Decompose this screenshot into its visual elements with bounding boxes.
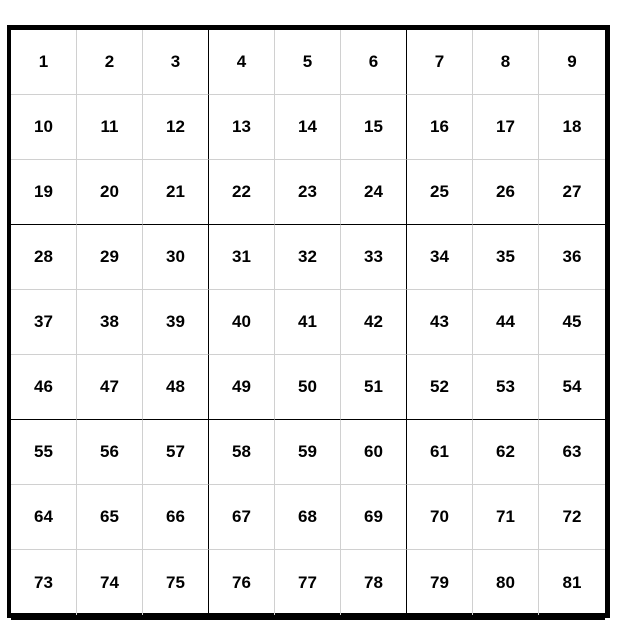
grid-cell-r9c1[interactable]: 73 xyxy=(11,550,77,615)
grid-cell-r4c6[interactable]: 33 xyxy=(341,225,407,290)
grid-cell-r2c8[interactable]: 17 xyxy=(473,95,539,160)
board-grid xyxy=(11,30,605,620)
grid-cell-r1c2[interactable]: 2 xyxy=(77,30,143,95)
grid-cell-r6c7[interactable]: 52 xyxy=(407,355,473,420)
grid-cell-r8c3[interactable]: 66 xyxy=(143,485,209,550)
grid-cell-r2c7[interactable]: 16 xyxy=(407,95,473,160)
grid-cell-r8c6[interactable]: 69 xyxy=(341,485,407,550)
grid-cell-r9c9[interactable]: 81 xyxy=(562,572,582,592)
grid-cell-r7c9[interactable]: 63 xyxy=(539,420,605,485)
grid-cell-r6c1[interactable]: 46 xyxy=(11,355,77,420)
grid-cell-r8c2[interactable]: 65 xyxy=(77,485,143,550)
grid-cell-r3c3[interactable]: 21 xyxy=(143,160,209,225)
grid-cell-r9c2[interactable]: 74 xyxy=(77,550,143,615)
grid-cell-r7c8[interactable]: 62 xyxy=(473,420,539,485)
grid-cell-r2c9[interactable]: 18 xyxy=(539,95,605,160)
sudoku-board xyxy=(7,25,610,618)
grid-cell-r6c5[interactable]: 50 xyxy=(275,355,341,420)
grid-cell-r5c2[interactable]: 38 xyxy=(77,290,143,355)
grid-cell-r2c3[interactable]: 12 xyxy=(143,95,209,160)
grid-cell-r3c9[interactable]: 27 xyxy=(539,160,605,225)
grid-cell-r9c3[interactable]: 75 xyxy=(143,550,209,615)
grid-cell-r2c4[interactable]: 13 xyxy=(209,95,275,160)
grid-cell-r7c6[interactable]: 60 xyxy=(341,420,407,485)
grid-cell-r5c4[interactable]: 40 xyxy=(209,290,275,355)
grid-cell-r7c5[interactable]: 59 xyxy=(275,420,341,485)
grid-cell-r1c5[interactable]: 5 xyxy=(275,30,341,95)
grid-cell-r9c8[interactable]: 80 xyxy=(473,550,539,615)
grid-cell-r6c6[interactable]: 51 xyxy=(341,355,407,420)
grid-cell-r7c3[interactable]: 57 xyxy=(143,420,209,485)
grid-cell-r5c7[interactable]: 43 xyxy=(407,290,473,355)
grid-cell-r7c2[interactable]: 56 xyxy=(77,420,143,485)
grid-cell-r6c9[interactable]: 54 xyxy=(539,355,605,420)
grid-cell-r9c4[interactable]: 76 xyxy=(209,550,275,615)
grid-cell-r6c2[interactable]: 47 xyxy=(77,355,143,420)
grid-cell-r1c8[interactable]: 8 xyxy=(473,30,539,95)
grid-cell-r2c2[interactable]: 11 xyxy=(77,95,143,160)
grid-cell-r3c6[interactable]: 24 xyxy=(341,160,407,225)
grid-cell-r1c3[interactable]: 3 xyxy=(143,30,209,95)
grid-cell-r5c1[interactable]: 37 xyxy=(11,290,77,355)
grid-cell-r8c4[interactable]: 67 xyxy=(209,485,275,550)
grid-cell-r6c4[interactable]: 49 xyxy=(209,355,275,420)
grid-cell-r3c8[interactable]: 26 xyxy=(473,160,539,225)
grid-cell-r2c5[interactable]: 14 xyxy=(275,95,341,160)
grid-cell-r2c6[interactable]: 15 xyxy=(341,95,407,160)
grid-cell-r4c7[interactable]: 34 xyxy=(407,225,473,290)
grid-cell-r5c5[interactable]: 41 xyxy=(275,290,341,355)
grid-cell-r8c5[interactable]: 68 xyxy=(275,485,341,550)
grid-cell-r3c5[interactable]: 23 xyxy=(275,160,341,225)
grid-cell-r1c4[interactable]: 4 xyxy=(209,30,275,95)
grid-cell-r4c2[interactable]: 29 xyxy=(77,225,143,290)
grid-cell-r2c1[interactable]: 10 xyxy=(11,95,77,160)
grid-cell-r5c8[interactable]: 44 xyxy=(473,290,539,355)
grid-cell-r7c4[interactable]: 58 xyxy=(209,420,275,485)
grid-cell-r7c1[interactable]: 55 xyxy=(11,420,77,485)
grid-cell-r9c7[interactable]: 79 xyxy=(407,550,473,615)
grid-cell-r8c9[interactable]: 72 xyxy=(539,485,605,550)
grid-cell-r6c8[interactable]: 53 xyxy=(473,355,539,420)
grid-cell-r1c6[interactable]: 6 xyxy=(341,30,407,95)
grid-cell-r4c1[interactable]: 28 xyxy=(11,225,77,290)
grid-cell-r4c8[interactable]: 35 xyxy=(473,225,539,290)
grid-cell-r3c4[interactable]: 22 xyxy=(209,160,275,225)
grid-cell-r5c6[interactable]: 42 xyxy=(341,290,407,355)
grid-cell-r4c4[interactable]: 31 xyxy=(209,225,275,290)
grid-cell-r9c6[interactable]: 78 xyxy=(341,550,407,615)
grid-cell-r8c8[interactable]: 71 xyxy=(473,485,539,550)
grid-cell-r8c7[interactable]: 70 xyxy=(407,485,473,550)
grid-cell-r7c7[interactable]: 61 xyxy=(407,420,473,485)
grid-cell-r5c9[interactable]: 45 xyxy=(539,290,605,355)
grid-cell-r4c9[interactable]: 36 xyxy=(539,225,605,290)
grid-cell-r5c3[interactable]: 39 xyxy=(143,290,209,355)
grid-cell-r1c9[interactable]: 9 xyxy=(539,30,605,95)
grid-cell-r1c1[interactable]: 1 xyxy=(11,30,77,95)
grid-cell-r6c3[interactable]: 48 xyxy=(143,355,209,420)
grid-cell-r3c2[interactable]: 20 xyxy=(77,160,143,225)
grid-cell-r4c5[interactable]: 32 xyxy=(275,225,341,290)
grid-cell-r3c1[interactable]: 19 xyxy=(11,160,77,225)
grid-cell-r1c7[interactable]: 7 xyxy=(407,30,473,95)
grid-cell-r4c3[interactable]: 30 xyxy=(143,225,209,290)
grid-cell-r9c5[interactable]: 77 xyxy=(275,550,341,615)
grid-cell-r3c7[interactable]: 25 xyxy=(407,160,473,225)
grid-cell-r8c1[interactable]: 64 xyxy=(11,485,77,550)
